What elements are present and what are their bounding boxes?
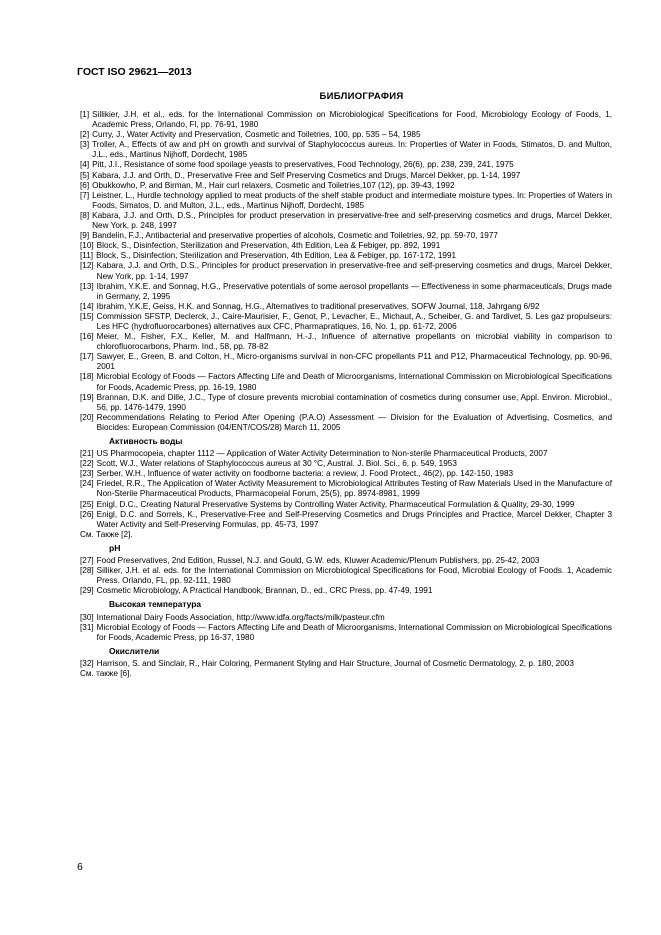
section-heading-ph: pH — [109, 542, 121, 553]
entry-text: Kabara, J.J. and Orth, D., Preservative Free and Self Preserving Cosmetics and Drugs, Marcel Dekker, pp. 1-14, 1997 — [92, 170, 521, 180]
entries-part1 — [80, 110, 612, 433]
bibliography-entry — [80, 130, 612, 140]
bibliography-entry — [80, 191, 612, 211]
entries-part5 — [80, 659, 612, 669]
entry-number: [25] — [80, 499, 94, 509]
entry-text: Enigl, D.C. and Sorrels, K., Preservative-Free and Self-Preserving Cosmetics and Drugs Principles and Practice, Marcel Dekker, Chapter 3 Water Activity and Self-Preserving Formulas, pp. 45-73, 1997 — [96, 509, 612, 529]
bibliography-entry — [80, 479, 612, 499]
bibliography-entry — [80, 459, 612, 469]
entry-text: Block, S., Disinfection, Sterilization and Preservation, 4th Edition, Lea & Febiger, pp. 167-172, 1991 — [96, 251, 457, 261]
bibliography-entry — [80, 500, 612, 510]
bibliography-entry — [80, 393, 612, 413]
section-heading-high-temperature: Высокая температура — [109, 599, 202, 610]
entry-text: Microbial Ecology of Foods — Factors Affecting Life and Death of Microorganisms, International Commission on Microbiological Specifications for Foods, Academic Press, pp 16-37, 1980 — [96, 622, 612, 642]
entry-number: [20] — [80, 412, 94, 422]
entry-number: [27] — [80, 556, 94, 566]
entry-number: [10] — [80, 241, 94, 251]
entry-number: [3] — [80, 140, 90, 150]
bibliography-entry — [80, 556, 612, 566]
standard-header: ГОСТ ISO 29621—2013 — [77, 66, 192, 78]
bibliography-entry — [80, 181, 612, 191]
entry-number: [9] — [80, 231, 90, 241]
bibliography-entry — [80, 352, 612, 372]
entry-number: [4] — [80, 160, 90, 170]
bibliography-entry — [80, 110, 612, 130]
entry-number: [15] — [80, 311, 94, 321]
bibliography-entry — [80, 510, 612, 530]
entry-text: Silliker, J.H. et al. eds. for the International Commission on Microbiological Specifications for Food, Microbial Ecology of Foods. 1, Academic Press. Orlando, FL, pp. 92-111, 1980 — [96, 566, 612, 586]
entry-text: US Pharmocopeia, chapter 1112 — Application of Water Activity Determination to Non-sterile Pharmaceutical Products, 2007 — [96, 449, 548, 459]
entry-text: Sillikier, J.H. et al., eds. for the International Commission on Microbiological Specifications for Food, Microbiology Ecology of Foods, 1, Academic Press, Orlando, Fl, pp. 76-91, 1980 — [92, 110, 612, 130]
entry-text: Cosmetic Microbiology, A Practical Handbook, Brannan, D., ed., CRC Press, pp. 47-49, 1991 — [96, 586, 433, 596]
entry-number: [31] — [80, 622, 94, 632]
entry-text: Harrison, S. and Sinclair, R., Hair Coloring, Permanent Styling and Hair Structure, Journal of Cosmetic Dermatology, 2, p. 180, 2003 — [96, 658, 574, 668]
section-heading-oxidizers: Окислители — [109, 645, 160, 656]
bibliography-entry — [80, 160, 612, 170]
bibliography-entry — [80, 332, 612, 352]
entry-text: Microbial Ecology of Foods — Factors Affecting Life and Death of Microorganisms, International Commission on Microbiological Specifications for Foods, Academic Press, pp. 16-19, 1980 — [96, 372, 612, 392]
entry-text: Food Preservatives, 2nd Edition, Russel, N.J. and Gould, G.W. eds, Kluwer Academic/Plenum Publishers, pp. 25-42, 2003 — [96, 556, 540, 566]
bibliography — [80, 110, 612, 679]
page-number: 6 — [77, 861, 83, 873]
entry-text: Pitt, J.I., Resistance of some food spoilage yeasts to preservatives, Food Technology, 26(6), pp. 238, 239, 241, 1975 — [92, 160, 514, 170]
entry-text: Serber, W.H., Influence of water activity on foodborne bacteria: a review, J. Food Protect., 46(2), pp. 142-150, 1983 — [96, 469, 514, 479]
entry-number: [29] — [80, 586, 94, 596]
entry-text: Friedel, R.R., The Application of Water Activity Measurement to Microbiological Attributes Testing of Raw Materials Used in the Manufacture of Non-Sterile Pharmaceutical Products, Pharmacopeial Forum, 25(5), pp. 8974-8981, 1999 — [96, 479, 612, 499]
bibliography-entry — [80, 211, 612, 231]
entry-text: Kabara, J.J. and Orth, D.S., Principles for product preservation in preservative-free and self-preserving cosmetics and drugs, Marcel Dekker, New York, pp. 1-14, 1997 — [96, 261, 612, 281]
entry-number: [12] — [80, 261, 94, 271]
entry-text: Brannan, D.K. and Dille, J.C., Type of closure prevents microbial contamination of cosmetics during consumer use, Appl. Environ. Microbiol., 56, pp. 1476-1479, 1990 — [96, 392, 612, 412]
entries-part2 — [80, 449, 612, 530]
bibliography-entry — [80, 171, 612, 181]
entry-number: [14] — [80, 301, 94, 311]
entry-text: Sawyer, E., Green, B. and Colton, H., Micro-organisms survival in non-CFC propellants P11 and P12, Pharmaceutical Technology, pp. 90-96, 2001 — [96, 352, 612, 372]
bibliography-entry — [80, 302, 612, 312]
entry-number: [26] — [80, 509, 94, 519]
entry-number: [2] — [80, 130, 90, 140]
bibliography-entry — [80, 469, 612, 479]
entry-number: [21] — [80, 449, 94, 459]
entry-number: [23] — [80, 469, 94, 479]
entry-number: [13] — [80, 281, 94, 291]
entry-text: Commission SFSTP, Declerck, J., Caire-Maurisier, F., Genot, P., Levacher, E., Michaut, A., Scheiber, G. and Tardivet, S. Les gaz propulseurs: Les HFC (hydrofluorocarbones) alternatives aux CFC, Pharmapratiques, 16, No. 1, pp. 61-72, 2006 — [96, 311, 612, 331]
bibliography-entry — [80, 231, 612, 241]
entry-text: Curry, J., Water Activity and Preservation, Cosmetic and Toiletries, 100, pp. 535 – 54, 1985 — [92, 130, 421, 140]
entry-number: [7] — [80, 190, 90, 200]
entry-number: [19] — [80, 392, 94, 402]
entry-text: Scott, W.J., Water relations of Staphylococcus aureus at 30 °C, Austral. J. Biol. Sci., 6, p. 549, 1953 — [96, 459, 457, 469]
entry-number: [22] — [80, 459, 94, 469]
bibliography-entry — [80, 312, 612, 332]
bibliography-entry — [80, 251, 612, 261]
entry-text: Meier, M., Fisher, F.X., Keller, M. and Halfmann, H.-J., Influence of alternative propellants on microbial viability in comparison to chlorofluorocarbons, Pharm. Ind., 58, pp. 78-82 — [96, 332, 612, 352]
entry-number: [16] — [80, 332, 94, 342]
bibliography-entry — [80, 586, 612, 596]
entry-text: Block, S., Disinfection, Sterilization and Preservation, 4th Edition, Lea & Febiger, pp. 892, 1991 — [96, 241, 441, 251]
entry-number: [11] — [80, 251, 94, 261]
entry-text: Kabara, J.J. and Orth, D.S., Principles for product preservation in preservative-free and self-preserving cosmetics and drugs, Marcel Dekker, New York, p. 248, 1997 — [92, 210, 612, 231]
entry-number: [30] — [80, 612, 94, 622]
bibliography-entry — [80, 449, 612, 459]
entry-text: Ibrahim, Y.K.E. and Sonnag, H.G., Preservative potentials of some aerosol propellants — Effectiveness in some pharmaceuticals, Drugs made in Germany, 2, 1995 — [96, 281, 612, 301]
entry-text: Leistner, L., Hurdle technology applied to meat products of the shelf stable product and intermediate moisture types. In: Properties of Waters in Foods, Simatos, D. and Multon, J.L., eds., Martinus Nijhoff, Dordecht, 1985 — [92, 190, 612, 210]
entry-number: [18] — [80, 372, 94, 382]
entry-text: Obukkowho, P. and Birman, M., Hair curl relaxers, Cosmetic and Toiletries,107 (12), pp. 39-43, 1992 — [92, 180, 455, 190]
entry-text: International Dairy Foods Association, http://www.idfa.org/facts/milk/pasteur.cfm — [96, 612, 385, 622]
page-title: БИБЛИОГРАФИЯ — [319, 91, 404, 102]
entry-text: Enigl, D.C., Creating Natural Preservative Systems by Controlling Water Activity, Pharmaceutical Formulation & Quality, 29-30, 1999 — [96, 499, 575, 509]
bibliography-entry — [80, 241, 612, 251]
bibliography-entry — [80, 659, 612, 669]
section-heading-water-activity: Активность воды — [109, 436, 183, 446]
see-also-note: См. Также [2]. — [80, 529, 133, 539]
entry-text: Recommendations Relating to Period After Opening (P.A.O) Assessment — Division for the Evaluation of Advertising, Cosmetics, and Biocides: European Commission (04/ENT/COS/28) March 11, 2005 — [96, 412, 612, 432]
bibliography-entry — [80, 623, 612, 643]
entry-number: [24] — [80, 479, 94, 489]
bibliography-entry — [80, 261, 612, 281]
bibliography-entry — [80, 140, 612, 160]
entries-part4 — [80, 613, 612, 643]
entries-part3 — [80, 556, 612, 596]
bibliography-entry — [80, 566, 612, 586]
bibliography-entry — [80, 372, 612, 392]
entry-number: [32] — [80, 658, 94, 668]
entry-text: Troller, A., Effects of aw and pH on growth and survival of Staphylococcus aureus. In: Properties of Water in Foods, Stimatos, D. and Multon, J.L., eds., Martinus Nijhoff, Dordecht, 1985 — [92, 140, 612, 160]
see-also-note: См. также [6]. — [80, 668, 132, 678]
entry-number: [28] — [80, 566, 94, 576]
bibliography-entry — [80, 282, 612, 302]
entry-number: [5] — [80, 170, 90, 180]
entry-number: [8] — [80, 210, 90, 220]
bibliography-entry — [80, 613, 612, 623]
entry-number: [17] — [80, 352, 94, 362]
bibliography-entry — [80, 413, 612, 433]
entry-text: Ibrahim, Y.K.E, Geiss, H.K. and Sonnag, H.G., Alternatives to traditional preservatives, SOFW Journal, 118, Jahrgang 6/92 — [96, 301, 540, 311]
entry-number: [6] — [80, 180, 90, 190]
entry-number: [1] — [80, 110, 90, 119]
entry-text: Bandelin, F.J., Antibacterial and preservative properties of alcohols, Cosmetic and Toiletries, 92, pp. 59-70, 1977 — [92, 231, 498, 241]
